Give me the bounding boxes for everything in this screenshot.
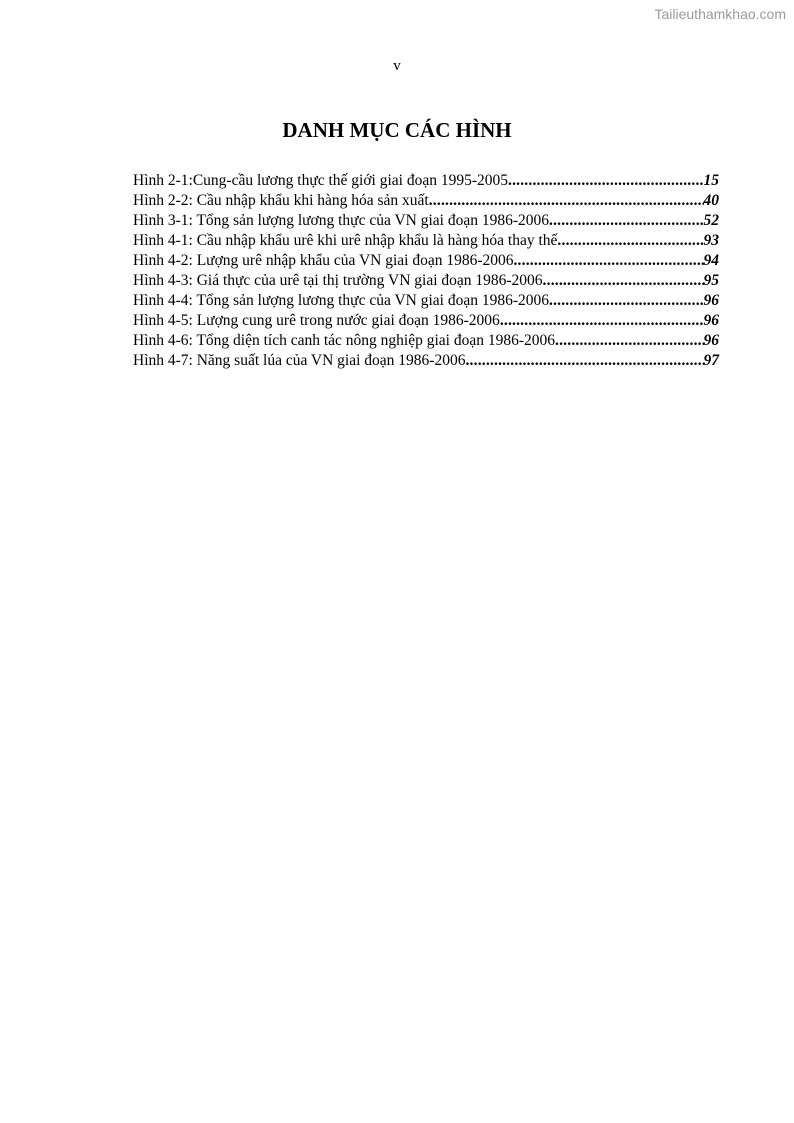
figure-list-item bbox=[133, 211, 719, 231]
figure-list bbox=[133, 171, 719, 371]
page-number: v bbox=[393, 58, 401, 74]
figure-list-item bbox=[133, 351, 719, 371]
figure-title: Hình 4-2: Lượng urê nhập khẩu của VN giai đoạn 1986-2006 bbox=[133, 252, 514, 269]
figure-page-number: 15 bbox=[703, 172, 719, 189]
figure-list-item bbox=[133, 231, 719, 251]
dot-leader bbox=[549, 291, 704, 311]
figure-page-number: 40 bbox=[703, 192, 719, 209]
dot-leader bbox=[555, 331, 703, 351]
dot-leader bbox=[543, 271, 704, 291]
figure-title: Hình 4-7: Năng suất lúa của VN giai đoạn 1986-2006 bbox=[133, 352, 466, 369]
figure-title: Hình 4-4: Tổng sản lượng lương thực của VN giai đoạn 1986-2006 bbox=[133, 292, 549, 309]
figure-title: Hình 2-2: Cầu nhập khẩu khi hàng hóa sản xuất bbox=[133, 192, 429, 209]
dot-leader bbox=[508, 171, 704, 191]
dot-leader bbox=[557, 231, 703, 251]
figure-list-item bbox=[133, 171, 719, 191]
figure-list-item bbox=[133, 271, 719, 291]
page-title: DANH MỤC CÁC HÌNH bbox=[282, 118, 512, 142]
figure-title: Hình 2-1:Cung-cầu lương thực thế giới giai đoạn 1995-2005 bbox=[133, 172, 508, 189]
figure-page-number: 97 bbox=[703, 352, 719, 369]
watermark: Tailieuthamkhao.com bbox=[654, 6, 786, 22]
figure-list-item bbox=[133, 331, 719, 351]
dot-leader bbox=[465, 351, 703, 371]
figure-page-number: 52 bbox=[703, 212, 719, 229]
figure-list-item bbox=[133, 251, 719, 271]
figure-list-item bbox=[133, 291, 719, 311]
figure-list-item bbox=[133, 311, 719, 331]
figure-page-number: 95 bbox=[703, 272, 719, 289]
figure-page-number: 93 bbox=[703, 232, 719, 249]
dot-leader bbox=[429, 191, 704, 211]
figure-page-number: 96 bbox=[703, 292, 719, 309]
dot-leader bbox=[500, 311, 704, 331]
dot-leader bbox=[549, 211, 704, 231]
figure-title: Hình 4-6: Tổng diện tích canh tác nông nghiệp giai đoạn 1986-2006 bbox=[133, 332, 556, 349]
figure-page-number: 94 bbox=[703, 252, 719, 269]
dot-leader bbox=[513, 251, 703, 271]
figure-title: Hình 4-1: Cầu nhập khẩu urê khi urê nhập khẩu là hàng hóa thay thế bbox=[133, 232, 558, 249]
figure-page-number: 96 bbox=[703, 332, 719, 349]
figure-page-number: 96 bbox=[703, 312, 719, 329]
figure-title: Hình 4-3: Giá thực của urê tại thị trường VN giai đoạn 1986-2006 bbox=[133, 272, 543, 289]
figure-title: Hình 3-1: Tổng sản lượng lương thực của VN giai đoạn 1986-2006 bbox=[133, 212, 549, 229]
figure-title: Hình 4-5: Lượng cung urê trong nước giai đoạn 1986-2006 bbox=[133, 312, 500, 329]
figure-list-item bbox=[133, 191, 719, 211]
